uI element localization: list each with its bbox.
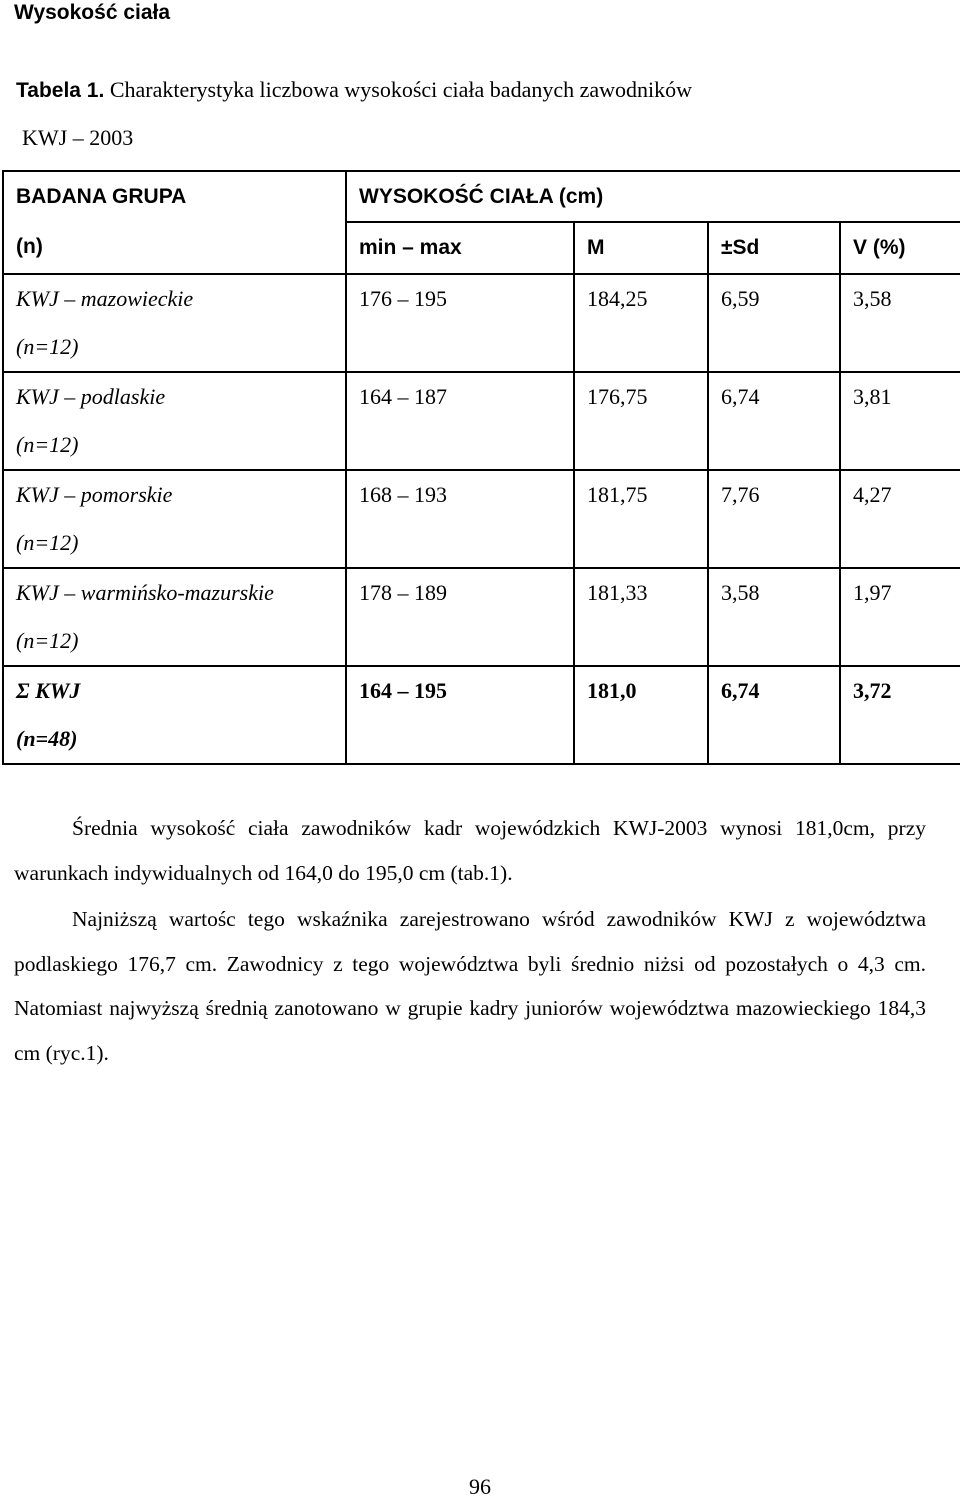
group-count: (n=12) [16,530,79,555]
col-header-v: V (%) [853,236,906,259]
mean-cell: 181,75 [574,470,708,568]
minmax-cell: 164 – 195 [346,666,574,764]
group-cell [3,372,346,470]
group-count: (n=48) [16,726,78,751]
col-header-minmax-cell [346,222,574,274]
group-header-cell [3,171,346,222]
table-caption [16,76,692,105]
sd-cell: 6,74 [708,372,840,470]
v-cell: 1,97 [840,568,960,666]
group-name: KWJ – warmińsko-mazurskie [16,580,274,605]
sd-cell: 6,74 [708,666,840,764]
minmax-cell: 178 – 189 [346,568,574,666]
page-number: 96 [469,1474,491,1499]
sd-cell: 7,76 [708,470,840,568]
table-header-row [3,171,960,222]
group-count: (n=12) [16,334,79,359]
mean-cell: 184,25 [574,274,708,372]
group-cell [3,568,346,666]
value-header-cell [346,171,960,222]
table-row [3,372,960,470]
table-total-row [3,666,960,764]
group-count: (n=12) [16,432,79,457]
paragraph-1: Średnia wysokość ciała zawodników kadr wojewódzkich KWJ-2003 wynosi 181,0cm, przy warunkach indywidualnych od 164,0 do 195,0 cm (tab.1). [14,816,926,885]
group-count: (n=12) [16,628,79,653]
col-header-m: M [587,236,605,259]
minmax-cell: 168 – 193 [346,470,574,568]
group-cell [3,274,346,372]
sd-cell: 6,59 [708,274,840,372]
table-row [3,274,960,372]
col-header-sd-cell [708,222,840,274]
group-cell [3,470,346,568]
group-cell [3,666,346,764]
col-header-sd: ±Sd [721,236,760,259]
value-header: WYSOKOŚĆ CIAŁA (cm) [359,185,604,208]
mean-cell: 176,75 [574,372,708,470]
table-subheader-row [3,222,960,274]
col-header-v-cell [840,222,960,274]
table-row [3,470,960,568]
v-cell: 3,81 [840,372,960,470]
minmax-cell: 164 – 187 [346,372,574,470]
paragraph-2: Najniższą wartośc tego wskaźnika zarejestrowano wśród zawodników KWJ z województwa podlaskiego 176,7 cm. Zawodnicy z tego województwa byli średnio niżsi od pozostałych o 4,3 cm. Natomiast najwyższą średnią zanotowano w grupie kadry juniorów województwa mazowieckiego 184,3 cm (ryc.1). [14,907,926,1065]
minmax-cell: 176 – 195 [346,274,574,372]
group-name: KWJ – podlaskie [16,384,166,409]
col-header-m-cell [574,222,708,274]
caption-text: Charakterystyka liczbowa wysokości ciała badanych zawodników [109,77,693,102]
v-cell: 3,72 [840,666,960,764]
group-header: BADANA GRUPA [16,185,187,208]
mean-cell: 181,33 [574,568,708,666]
section-title: Wysokość ciała [14,1,171,24]
group-header-n-cell [3,222,346,274]
v-cell: 4,27 [840,470,960,568]
group-name: Σ KWJ [16,678,81,703]
mean-cell: 181,0 [574,666,708,764]
group-name: KWJ – pomorskie [16,482,173,507]
height-table [2,170,960,765]
caption-label: Tabela 1. [16,79,105,102]
caption-subtitle: KWJ – 2003 [22,125,134,150]
sd-cell: 3,58 [708,568,840,666]
table-row [3,568,960,666]
group-name: KWJ – mazowieckie [16,286,194,311]
col-header-minmax: min – max [359,236,462,259]
group-header-n: (n) [16,235,43,258]
v-cell: 3,58 [840,274,960,372]
